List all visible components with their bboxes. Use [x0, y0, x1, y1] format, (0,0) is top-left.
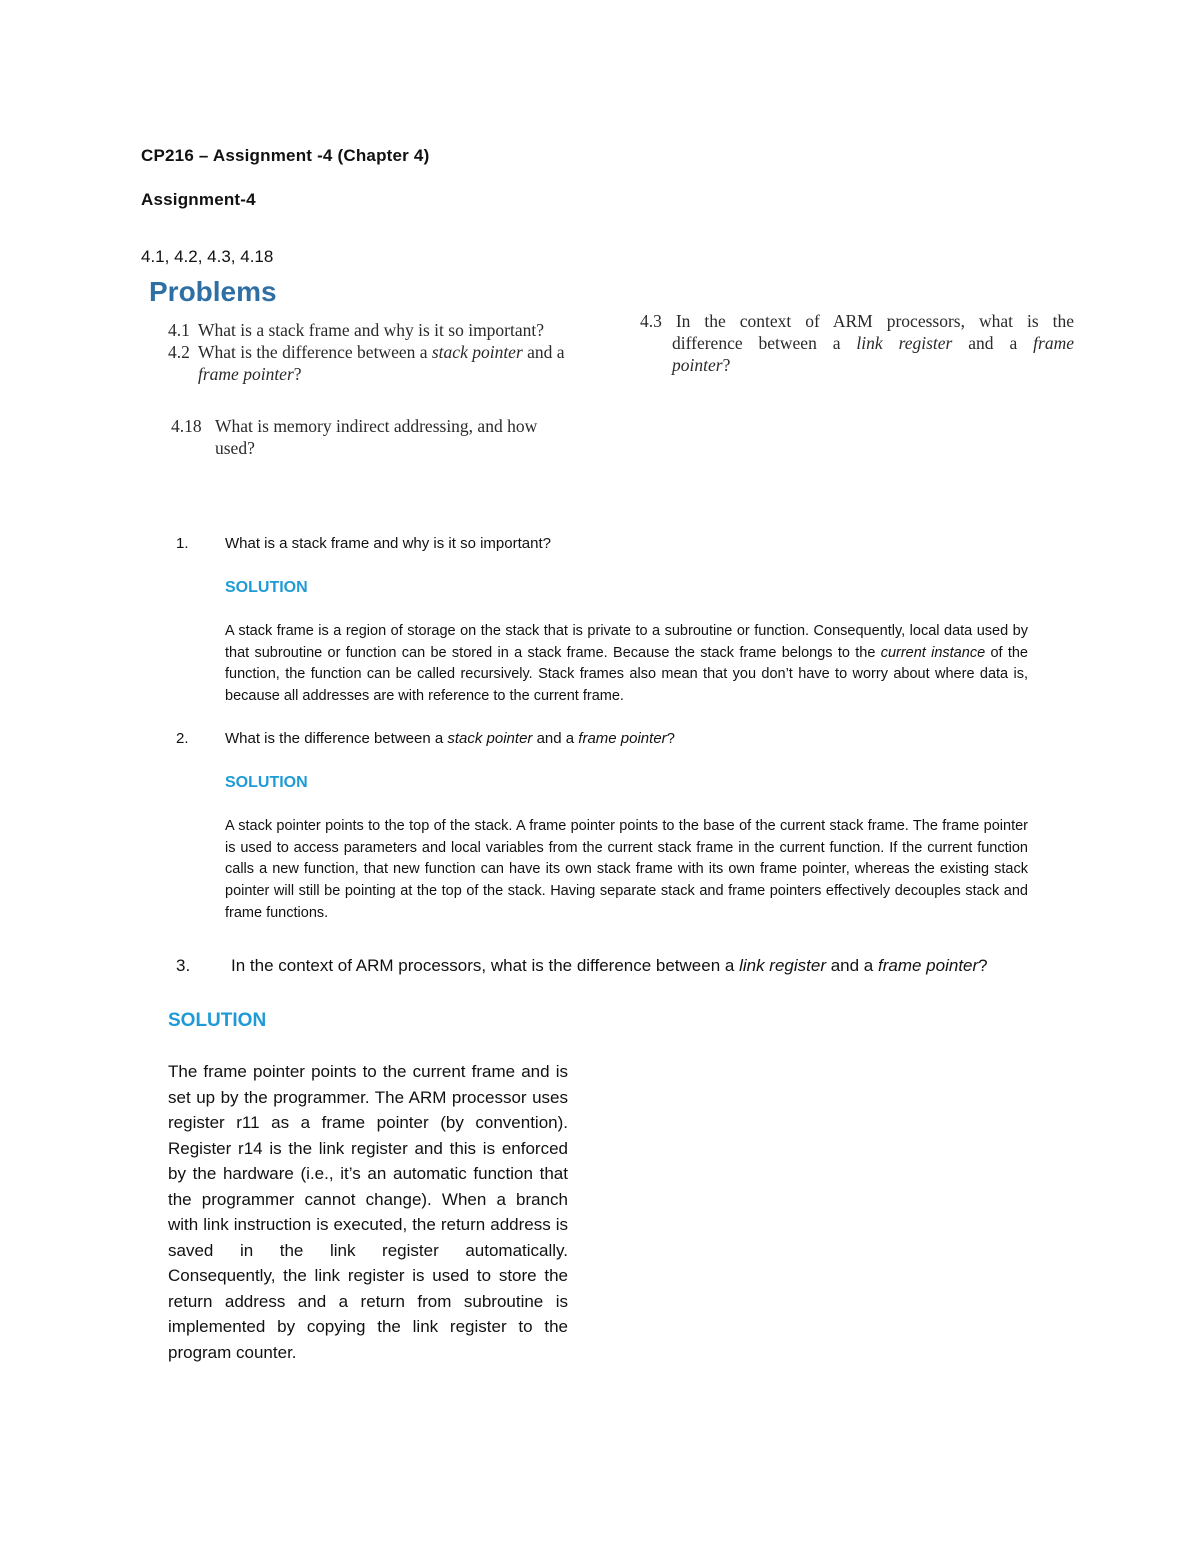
problem-text: used?	[215, 438, 255, 458]
problem-text: In the context of ARM processors, what is the	[675, 311, 1074, 331]
problem-text: What is memory indirect addressing, and how	[215, 416, 538, 436]
problem-term: stack pointer	[431, 342, 523, 362]
answer-1-solution-label: SOLUTION	[225, 579, 308, 596]
question-text: ?	[666, 730, 675, 747]
problem-term: pointer	[672, 355, 723, 375]
problem-list: 4.1, 4.2, 4.3, 4.18	[141, 247, 274, 266]
problem-term: frame	[1033, 333, 1074, 353]
problem-4-2	[168, 341, 608, 385]
answer-2-solution-text: A stack pointer points to the top of the stack. A frame pointer points to the base of the current stack frame. The frame pointer is used to access parameters and local variables from the current stack frame in the current function. If the current function calls a new function, that new function can have its own stack frame with its own frame pointer, whereas the existing stack pointer will still be pointing at the top of the stack. Having separate stack and frame pointers effectively decouples stack and frame functions.	[225, 818, 1028, 921]
solution-term: current instance	[880, 644, 986, 661]
answer-1-solution-text	[225, 621, 1028, 708]
problem-4-1	[168, 319, 608, 341]
question-term: frame pointer	[578, 730, 667, 747]
question-text: In the context of ARM processors, what is the difference between a	[231, 956, 740, 975]
question-text: ?	[978, 956, 988, 975]
problem-4-3	[640, 310, 1074, 376]
problem-term: frame pointer	[198, 364, 294, 384]
problem-text: and a	[522, 342, 565, 362]
answer-3-number: 3.	[176, 956, 191, 975]
question-term: link register	[739, 956, 826, 975]
answer-3-solution-label: SOLUTION	[168, 1010, 267, 1031]
problem-text: difference between a	[672, 333, 857, 353]
problem-text: What is the difference between a	[198, 342, 432, 362]
problems-heading: Problems	[149, 276, 277, 307]
answer-2-solution-label: SOLUTION	[225, 774, 308, 791]
question-text: and a	[826, 956, 878, 975]
problem-number: 4.18	[171, 416, 202, 436]
question-text: and a	[532, 730, 579, 747]
answer-3-question	[231, 956, 988, 976]
problem-text: ?	[722, 355, 731, 375]
solution-text: of the function, the function can be called recursively. Stack frames also mean that you don’t have to worry about where data is, because all addresses are with reference to the current frame.	[225, 644, 1028, 705]
problem-number: 4.1	[168, 320, 190, 340]
problem-text: and a	[952, 333, 1034, 353]
solution-text: A stack frame is a region of storage on the stack that is private to a subroutine or function. Consequently, local data used by that subroutine or function can be stored in a stack frame. Because the stack frame belongs to the	[225, 623, 1028, 661]
answer-2-question	[225, 730, 675, 747]
document-title: CP216 – Assignment -4 (Chapter 4)	[141, 146, 430, 165]
problem-text: What is a stack frame and why is it so important?	[198, 320, 545, 340]
assignment-label: Assignment-4	[141, 190, 256, 209]
answer-2-number: 2.	[176, 730, 189, 747]
answer-1-number: 1.	[176, 535, 189, 552]
problem-number: 4.3	[640, 311, 662, 331]
question-term: stack pointer	[447, 730, 533, 747]
answer-3-solution-text: The frame pointer points to the current frame and is set up by the programmer. The ARM processor uses register r11 as a frame pointer (by convention). Register r14 is the link register and this is enforced by the hardware (i.e., it’s an automatic function that the programmer cannot change). When a branch with link instruction is executed, the return address is saved in the link register automatically. Consequently, the link register is used to store the return address and a return from subroutine is implemented by copying the link register to the program counter.	[168, 1062, 568, 1362]
answer-1-question: What is a stack frame and why is it so important?	[225, 535, 551, 552]
question-text: What is the difference between a	[225, 730, 448, 747]
problem-number: 4.2	[168, 342, 190, 362]
question-term: frame pointer	[878, 956, 979, 975]
problem-term: link register	[856, 333, 953, 353]
problem-text: ?	[293, 364, 302, 384]
problem-4-18	[171, 415, 611, 459]
